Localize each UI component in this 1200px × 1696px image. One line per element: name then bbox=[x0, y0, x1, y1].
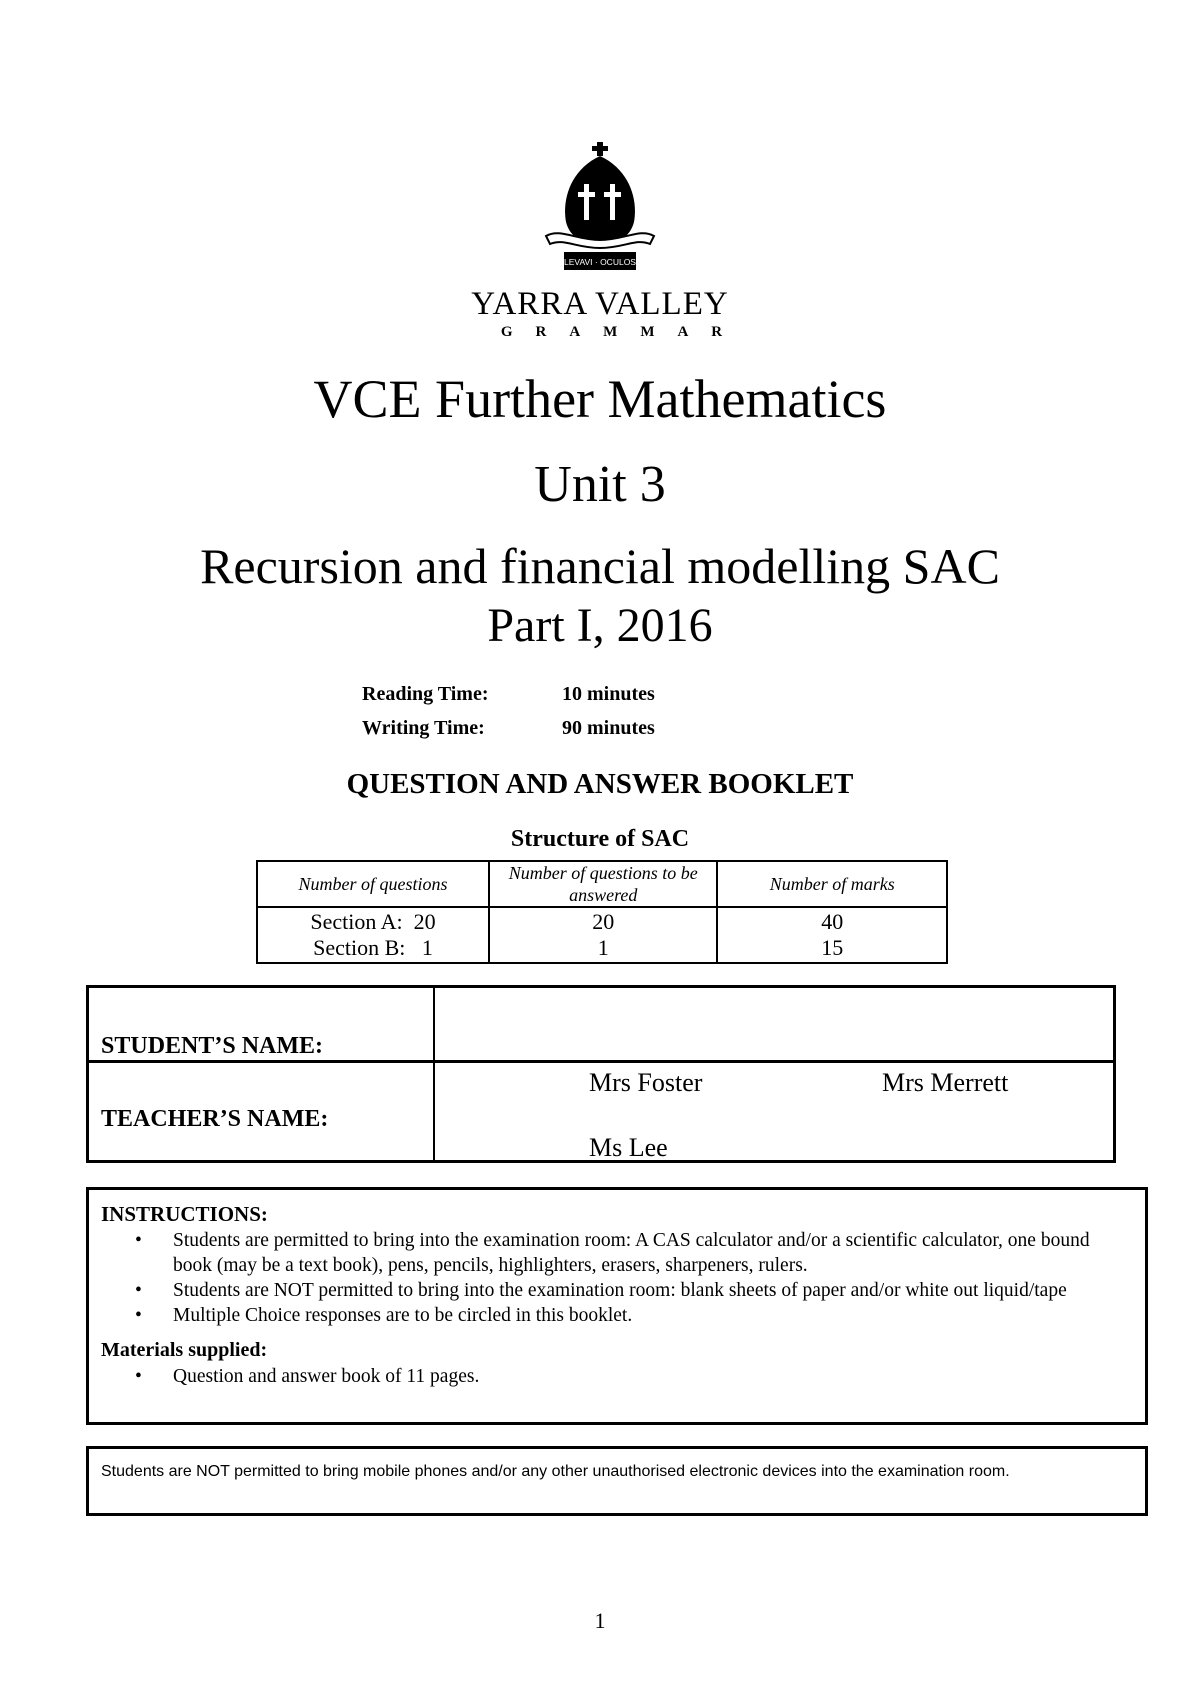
list-item bbox=[135, 1364, 1133, 1389]
table-cell bbox=[489, 907, 717, 963]
teacher-option: Mrs Foster bbox=[589, 1068, 703, 1097]
page-number: 1 bbox=[594, 1608, 606, 1633]
subtitle-line2: Part I, 2016 bbox=[487, 599, 713, 652]
instructions-list bbox=[101, 1228, 1133, 1328]
instructions-heading: INSTRUCTIONS: bbox=[101, 1202, 268, 1226]
list-item bbox=[135, 1278, 1133, 1303]
table-cell bbox=[717, 907, 947, 963]
school-crest-logo bbox=[540, 140, 660, 275]
instruction-text: Students are permitted to bring into the examination room: A CAS calculator and/or a scientific calculator, one bound book (may be a text book), pens, pencils, highlighters, erasers, sharpeners, rulers. bbox=[173, 1230, 1090, 1276]
teacher-name-label: TEACHER’S NAME: bbox=[101, 1106, 329, 1132]
school-name: YARRA VALLEY bbox=[471, 286, 729, 322]
student-name-label: STUDENT’S NAME: bbox=[101, 1033, 324, 1059]
reading-time-row bbox=[362, 683, 655, 706]
unit-label: Unit 3 bbox=[534, 456, 666, 513]
divider bbox=[89, 1060, 1113, 1063]
structure-header-row bbox=[257, 861, 947, 907]
instruction-text: Multiple Choice responses are to be circled in this booklet. bbox=[173, 1305, 633, 1326]
writing-time-label: Writing Time: bbox=[362, 717, 485, 739]
bullet-icon: • bbox=[135, 1366, 142, 1387]
structure-table bbox=[256, 860, 948, 964]
section-b-marks: 15 bbox=[821, 935, 844, 960]
column-header: Number of questions to be answered bbox=[489, 861, 717, 907]
section-a-answered: 20 bbox=[592, 909, 615, 934]
instructions-box bbox=[86, 1187, 1148, 1425]
list-item bbox=[135, 1228, 1133, 1278]
writing-time-row bbox=[362, 717, 655, 740]
bullet-icon: • bbox=[135, 1305, 142, 1326]
student-name-field[interactable] bbox=[437, 988, 1113, 1060]
column-header: Number of questions bbox=[257, 861, 489, 907]
teacher-option: Ms Lee bbox=[589, 1133, 668, 1162]
section-b: Section B: 1 bbox=[313, 935, 433, 960]
list-item bbox=[135, 1303, 1133, 1328]
section-a: Section A: 20 bbox=[310, 909, 436, 934]
devices-notice: Students are NOT permitted to bring mobile phones and/or any other unauthorised electronic devices into the examination room. bbox=[86, 1446, 1148, 1516]
table-cell bbox=[257, 907, 489, 963]
materials-list bbox=[101, 1364, 1133, 1389]
bullet-icon: • bbox=[135, 1230, 142, 1251]
table-row bbox=[257, 907, 947, 963]
structure-heading: Structure of SAC bbox=[510, 826, 690, 852]
material-text: Question and answer book of 11 pages. bbox=[173, 1366, 480, 1387]
subtitle-line1: Recursion and financial modelling SAC bbox=[200, 538, 1000, 594]
instruction-text: Students are NOT permitted to bring into the examination room: blank sheets of paper and/or white out liquid/tape bbox=[173, 1280, 1067, 1301]
reading-time-label: Reading Time: bbox=[362, 683, 489, 705]
section-b-answered: 1 bbox=[597, 935, 609, 960]
school-subname: GRAMMAR bbox=[500, 324, 746, 340]
column-header: Number of marks bbox=[717, 861, 947, 907]
names-box bbox=[86, 985, 1116, 1163]
materials-heading: Materials supplied: bbox=[101, 1339, 268, 1361]
teacher-option: Mrs Merrett bbox=[882, 1068, 1009, 1097]
section-a-marks: 40 bbox=[821, 909, 844, 934]
bullet-icon: • bbox=[135, 1280, 142, 1301]
writing-time-value: 90 minutes bbox=[562, 717, 655, 739]
divider bbox=[433, 988, 435, 1160]
reading-time-value: 10 minutes bbox=[562, 683, 655, 705]
crest-motto: LEVAVI · OCULOS bbox=[564, 257, 636, 267]
booklet-heading: QUESTION AND ANSWER BOOKLET bbox=[346, 768, 854, 800]
document-title: VCE Further Mathematics bbox=[313, 369, 887, 429]
